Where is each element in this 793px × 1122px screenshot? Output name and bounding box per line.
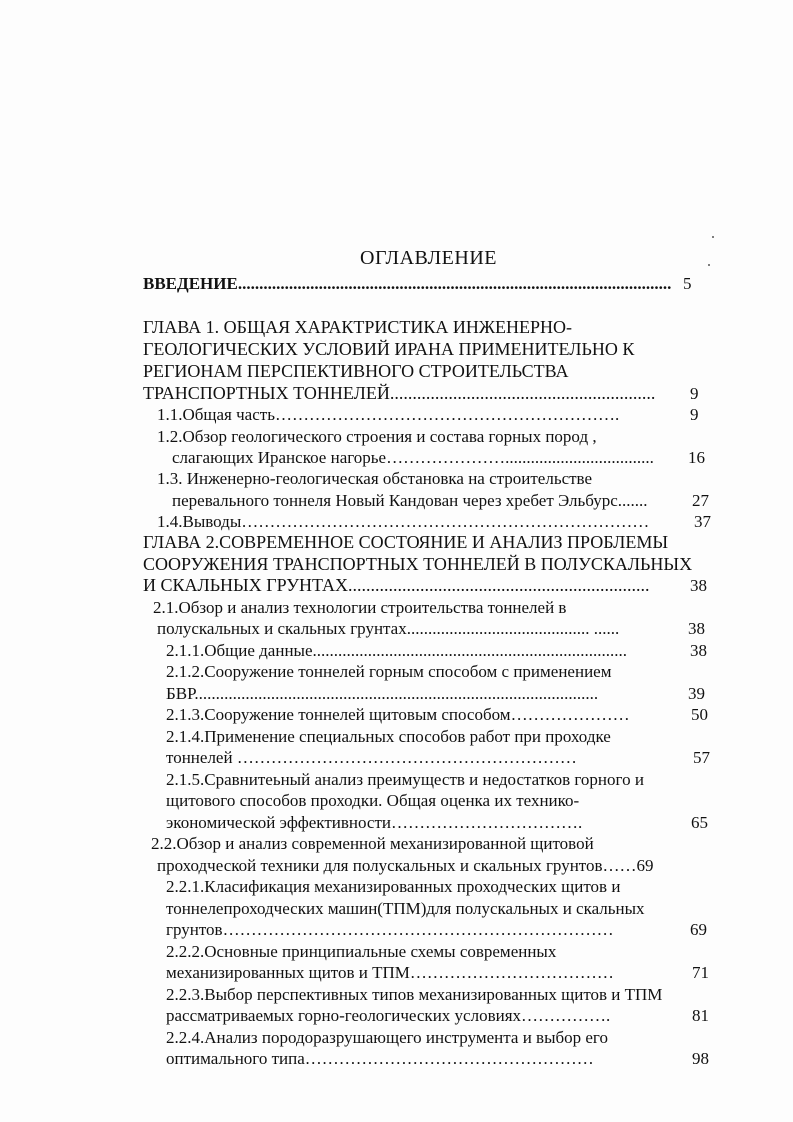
toc-entry-2-2-1-line-3: грунтов…………………………………………………………… [166, 920, 614, 939]
toc-entry-introduction: ВВЕДЕНИЕ...................................................................................................... [143, 274, 672, 293]
toc-entry-1-2-line-2: слагающих Иранское нагорье…………………................................... [172, 448, 654, 467]
page-number: 57 [693, 748, 710, 767]
toc-chapter-2-line-3: И СКАЛЬНЫХ ГРУНТАХ................................................................... [143, 575, 650, 595]
page-number: 38 [690, 641, 707, 660]
toc-entry-2-2-4-line-1: 2.2.4.Анализ породоразрушающего инструмента и выбор его [166, 1028, 608, 1047]
page-number: 98 [692, 1049, 709, 1068]
page-number: 38 [690, 576, 707, 595]
page-number: 9 [690, 384, 699, 403]
toc-entry-1-3-line-1: 1.3. Инженерно-геологическая обстановка на строительстве [157, 469, 593, 488]
toc-entry-2-1-4-line-1: 2.1.4.Применение специальных способов работ при проходке [166, 727, 611, 746]
toc-entry-2-1-5-line-3: экономической эффективности……………………………. [166, 813, 583, 832]
toc-entry-2-1-2-line-2: БВР............................................................................................... [166, 684, 599, 703]
page-number: 37 [694, 512, 711, 531]
page-number: 39 [688, 684, 705, 703]
toc-entry-2-1-3: 2.1.3.Сооружение тоннелей щитовым способом………………… [166, 705, 630, 724]
page-number: 5 [683, 274, 692, 293]
toc-entry-2-1-line-1: 2.1.Обзор и анализ технологии строительства тоннелей в [153, 598, 567, 617]
toc-entry-2-1-1: 2.1.1.Общие данные.......................................................................... [166, 641, 628, 660]
page-number: 16 [688, 448, 705, 467]
toc-entry-2-2-line-1: 2.2.Обзор и анализ современной механизированной щитовой [151, 834, 594, 853]
page-number: 38 [688, 619, 705, 638]
toc-entry-2-2-2-line-1: 2.2.2.Основные принципиальные схемы современных [166, 942, 557, 961]
toc-entry-2-2-4-line-2: оптимального типа…………………………………………… [166, 1049, 594, 1068]
toc-chapter-1-line-1: ГЛАВА 1. ОБЩАЯ ХАРАКТРИСТИКА ИНЖЕНЕРНО- [143, 317, 572, 337]
toc-entry-2-1-4-line-2: тоннелей …………………………………………………… [166, 748, 577, 767]
page-number: 50 [691, 705, 708, 724]
toc-entry-2-1-line-2: полускальных и скальных грунтах........................................... ...... [157, 619, 620, 638]
toc-entry-2-1-2-line-1: 2.1.2.Сооружение тоннелей горным способом с применением [166, 662, 612, 681]
toc-entry-2-2-1-line-2: тоннелепроходческих машин(ТПМ)для полускальных и скальных [166, 899, 645, 918]
toc-entry-2-2-3-line-1: 2.2.3.Выбор перспективных типов механизированных щитов и ТПМ [166, 985, 663, 1004]
toc-entry-1-1: 1.1.Общая часть……………………………………………………. [157, 405, 620, 424]
page-number: 71 [692, 963, 709, 982]
toc-entry-1-4: 1.4.Выводы……………………………………………………………… [157, 512, 650, 531]
toc-entry-2-1-5-line-2: щитового способов проходки. Общая оценка их технико- [166, 791, 580, 810]
toc-chapter-1-line-3: РЕГИОНАМ ПЕРСПЕКТИВНОГО СТРОИТЕЛЬСТВА [143, 361, 569, 381]
toc-title: ОГЛАВЛЕНИЕ [360, 247, 497, 269]
toc-entry-2-2-1-line-1: 2.2.1.Класификация механизированных проходческих щитов и [166, 877, 621, 896]
toc-entry-2-2-3-line-2: рассматриваемых горно-геологических условиях……………. [166, 1006, 611, 1025]
scan-speck [708, 264, 710, 266]
page-number: 81 [692, 1006, 709, 1025]
page-number: 65 [691, 813, 708, 832]
toc-chapter-1-line-4: ТРАНСПОРТНЫХ ТОННЕЛЕЙ........................................................... [143, 383, 656, 403]
toc-entry-2-2-2-line-2: механизированных щитов и ТПМ……………………………… [166, 963, 614, 982]
toc-chapter-2-line-1: ГЛАВА 2.СОВРЕМЕННОЕ СОСТОЯНИЕ И АНАЛИЗ ПРОБЛЕМЫ [143, 532, 669, 552]
scan-speck [712, 236, 714, 238]
toc-chapter-2-line-2: СООРУЖЕНИЯ ТРАНСПОРТНЫХ ТОННЕЛЕЙ В ПОЛУСКАЛЬНЫХ [143, 554, 693, 574]
toc-entry-2-1-5-line-1: 2.1.5.Сравнитеьный анализ преимуществ и недостатков горного и [166, 770, 644, 789]
page-number: 69 [690, 920, 707, 939]
toc-entry-2-2-line-2: проходческой техники для полускальных и скальных грунтов……69 [157, 856, 654, 875]
toc-chapter-1-line-2: ГЕОЛОГИЧЕСКИХ УСЛОВИЙ ИРАНА ПРИМЕНИТЕЛЬНО К [143, 339, 635, 359]
toc-entry-1-3-line-2: перевального тоннеля Новый Кандован через хребет Эльбурс....... [172, 491, 648, 510]
page-number: 9 [690, 405, 699, 424]
page-number: 27 [692, 491, 709, 510]
toc-entry-1-2-line-1: 1.2.Обзор геологического строения и состава горных пород , [157, 427, 597, 446]
